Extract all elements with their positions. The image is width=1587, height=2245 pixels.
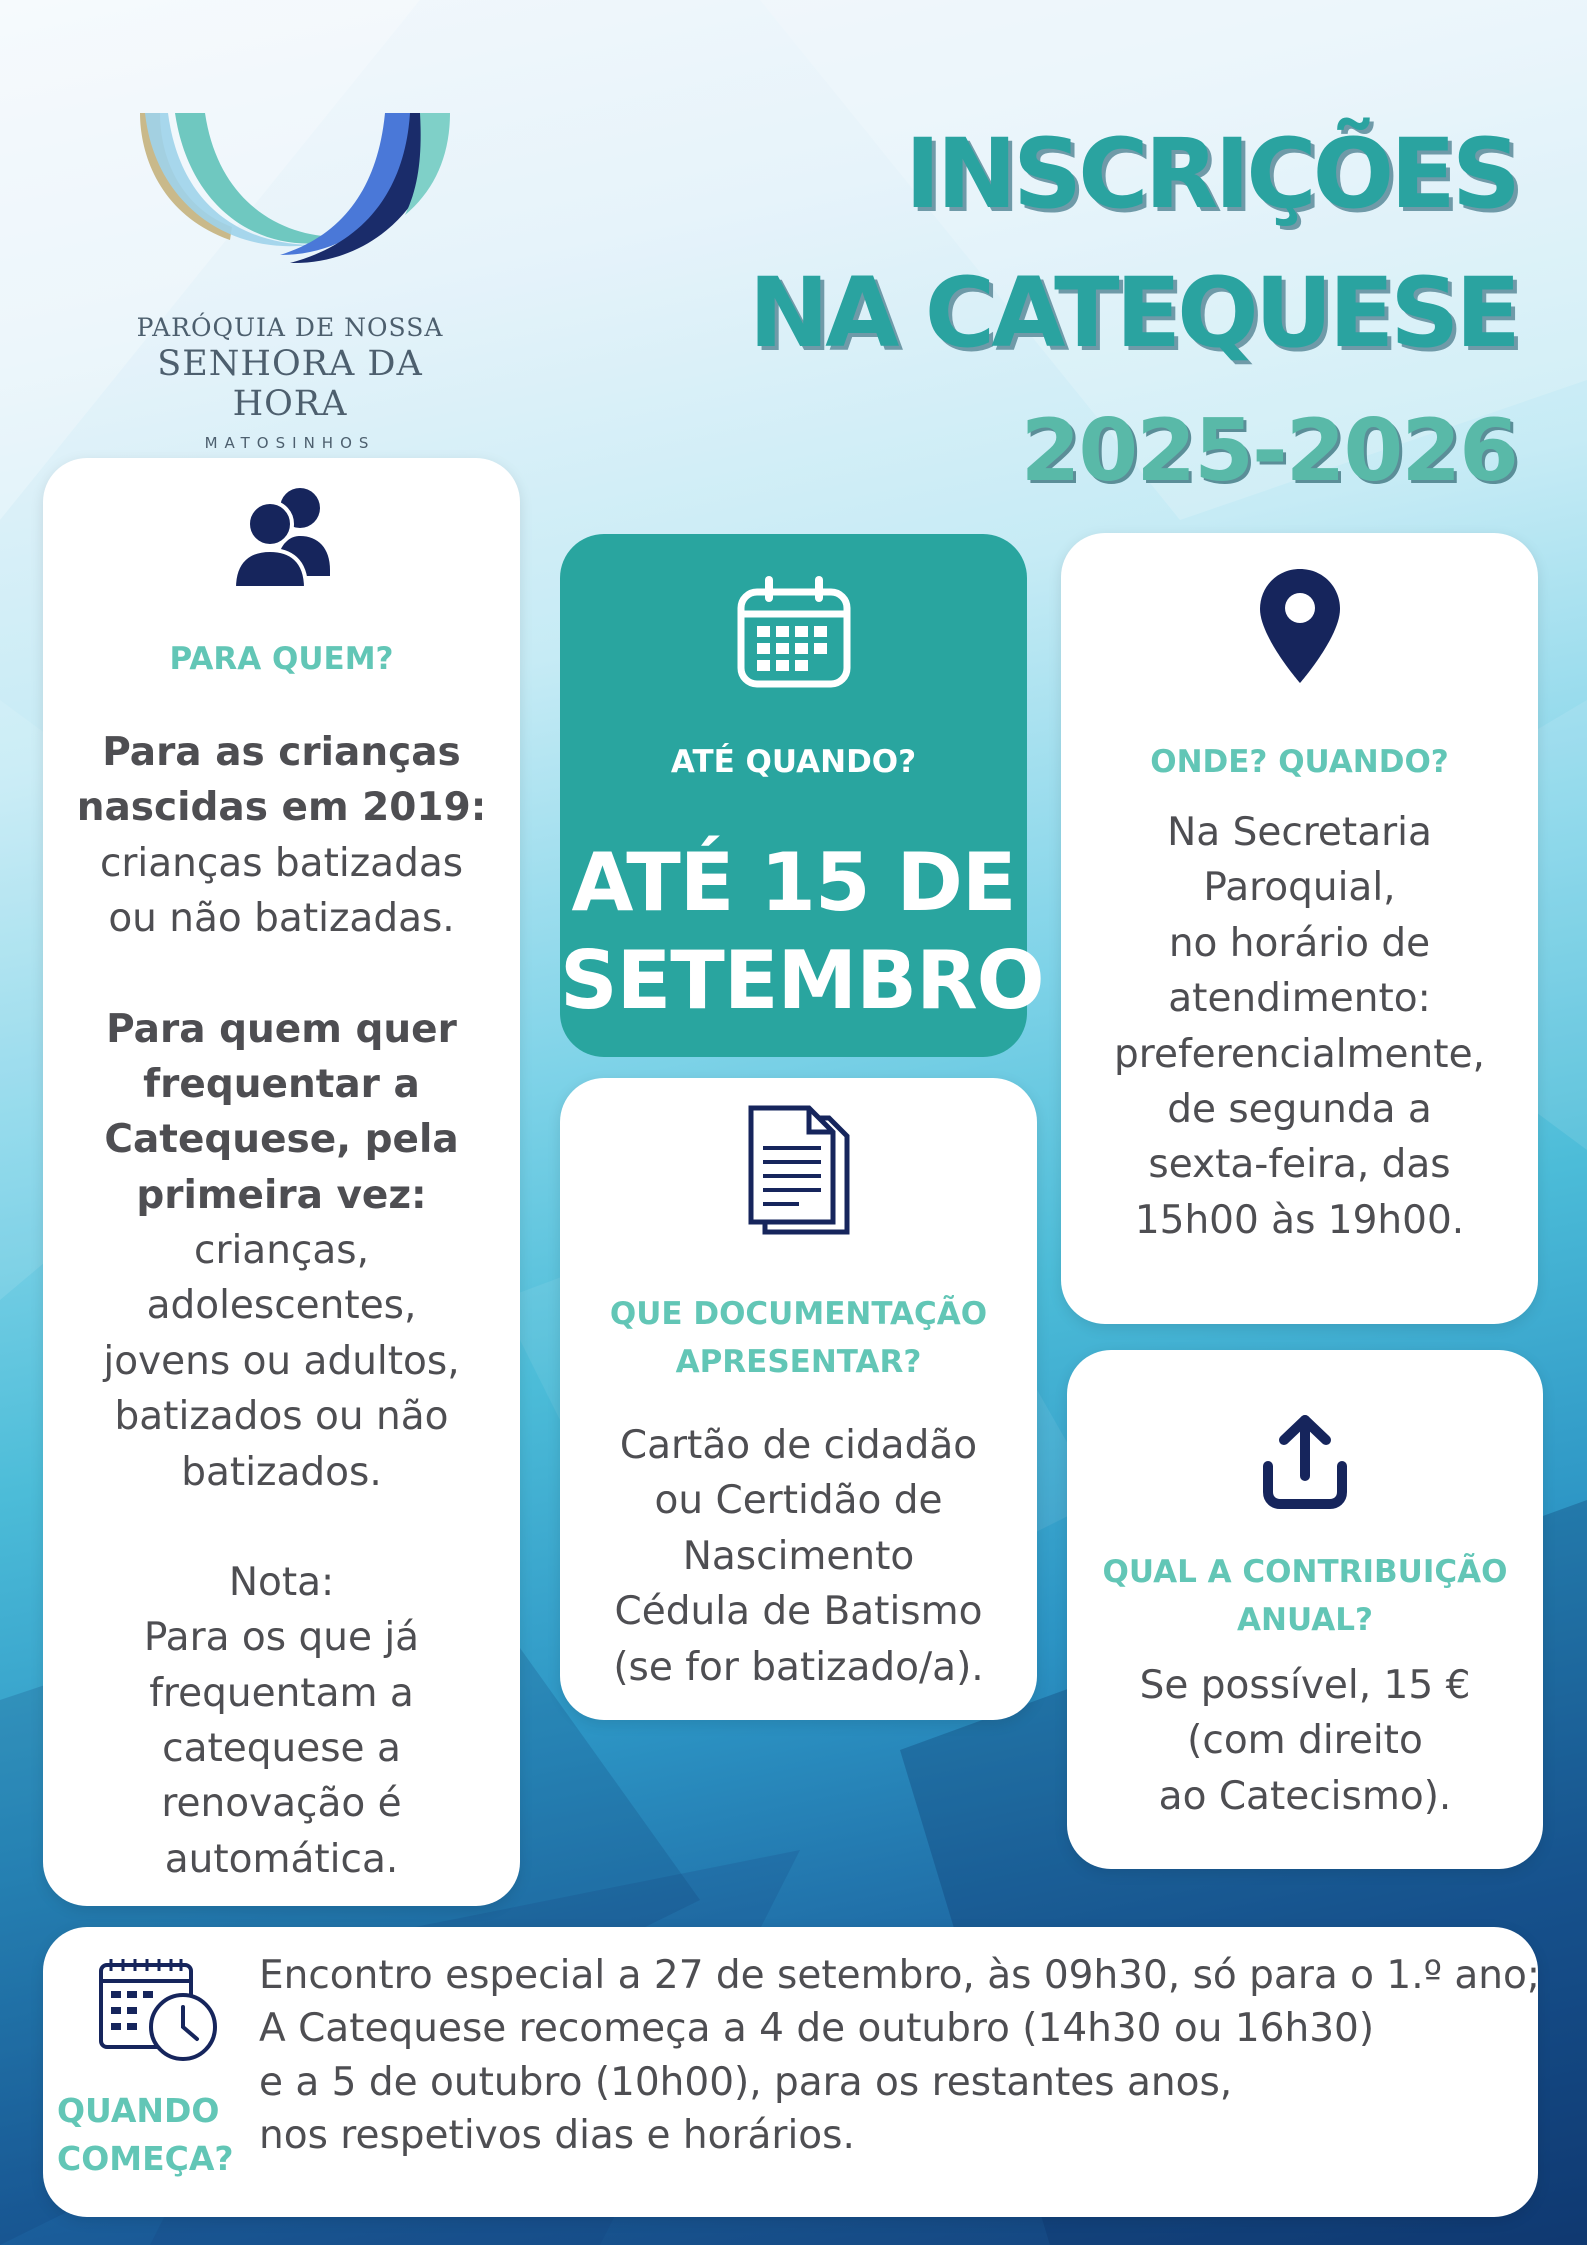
contribuicao-heading xyxy=(1067,1548,1543,1644)
note-line: automática. xyxy=(164,1836,399,1882)
doc-line: Cartão de cidadão xyxy=(619,1423,978,1468)
deadline-line2: SETEMBRO xyxy=(560,934,1044,1028)
group2-bold-line: Para quem quer xyxy=(106,1006,457,1052)
onde-line: Paroquial, xyxy=(1203,865,1396,911)
quando-comeca-heading-line: QUANDO xyxy=(57,2091,220,2130)
doc-line: Nascimento xyxy=(682,1533,915,1579)
onde-line: Na Secretaria xyxy=(1167,810,1432,855)
note-line: Para os que já xyxy=(143,1615,420,1661)
para-quem-note xyxy=(63,1555,500,1887)
note-line: frequentam a xyxy=(149,1670,414,1716)
calendar-clock-icon xyxy=(97,1957,221,2065)
note-line: catequese a xyxy=(162,1726,401,1771)
group2-text-line: jovens ou adultos, xyxy=(103,1338,460,1384)
group2-text-line: adolescentes, xyxy=(146,1283,417,1329)
deadline-line1: ATÉ 15 DE xyxy=(571,836,1016,929)
note-label: Nota: xyxy=(228,1559,335,1605)
note-line: renovação é xyxy=(161,1781,402,1827)
group2-bold-line: frequentar a xyxy=(143,1061,420,1107)
para-quem-group2 xyxy=(63,1002,500,1500)
parish-logo-arcs xyxy=(120,95,460,265)
title-line2: NA CATEQUESE xyxy=(748,257,1517,370)
doc-line: Cédula de Batismo xyxy=(614,1589,983,1635)
comeca-line: nos respetivos dias e horários. xyxy=(259,2113,855,2159)
upload-icon xyxy=(1262,1414,1348,1510)
group2-bold-line: primeira vez: xyxy=(136,1172,427,1218)
onde-quando-heading: ONDE? QUANDO? xyxy=(1150,744,1449,780)
card-documentacao xyxy=(560,1078,1037,1720)
doc-line: (se for batizado/a). xyxy=(613,1644,984,1690)
contr-line: Se possível, 15 € xyxy=(1139,1663,1471,1708)
documentacao-heading xyxy=(560,1290,1037,1386)
parish-logo xyxy=(100,95,480,452)
calendar-icon xyxy=(735,572,853,690)
group2-text-line: batizados. xyxy=(181,1449,382,1495)
documentacao-heading-line: QUE DOCUMENTAÇÃO xyxy=(609,1296,988,1332)
onde-line: de segunda a xyxy=(1167,1086,1432,1132)
group1-text-line: crianças batizadas xyxy=(99,840,464,886)
para-quem-group1 xyxy=(63,725,500,947)
quando-comeca-heading-line: COMEÇA? xyxy=(57,2138,234,2178)
group1-text-line: ou não batizadas. xyxy=(108,896,455,942)
card-ate-quando xyxy=(560,534,1044,1057)
comeca-line: A Catequese recomeça a 4 de outubro (14h30 ou 16h30) xyxy=(259,2006,1375,2052)
contribuicao-heading-line: QUAL A CONTRIBUIÇÃO xyxy=(1102,1554,1508,1590)
ate-quando-heading: ATÉ QUANDO? xyxy=(670,744,917,780)
comeca-line: e a 5 de outubro (10h00), para os restantes anos, xyxy=(259,2059,1233,2105)
documentacao-heading-line: APRESENTAR? xyxy=(675,1344,922,1381)
contr-line: (com direito xyxy=(1187,1718,1423,1764)
onde-line: atendimento: xyxy=(1168,976,1431,1022)
page-title xyxy=(749,105,1517,516)
map-pin-icon xyxy=(1258,567,1342,685)
contribuicao-heading-line: ANUAL? xyxy=(1237,1602,1373,1639)
group2-text-line: crianças, xyxy=(194,1228,369,1273)
para-quem-heading: PARA QUEM? xyxy=(169,641,394,677)
onde-quando-body xyxy=(1071,805,1528,1248)
title-line1: INSCRIÇÕES xyxy=(904,118,1517,230)
contribuicao-body xyxy=(1095,1658,1515,1824)
quando-comeca-body xyxy=(259,1949,1541,2163)
card-onde-quando xyxy=(1061,533,1538,1324)
onde-line: preferencialmente, xyxy=(1114,1031,1485,1077)
document-icon xyxy=(747,1104,851,1238)
onde-line: 15h00 às 19h00. xyxy=(1134,1197,1465,1243)
card-para-quem xyxy=(43,458,520,1906)
group1-bold-line: nascidas em 2019: xyxy=(76,785,487,831)
para-quem-body xyxy=(63,725,500,1887)
group2-text-line: batizados ou não xyxy=(114,1394,449,1440)
onde-line: no horário de xyxy=(1168,920,1431,966)
quando-comeca-heading xyxy=(57,2087,234,2183)
deadline-date xyxy=(560,834,1044,1031)
documentacao-body xyxy=(574,1418,1023,1695)
card-quando-comeca xyxy=(43,1927,1541,2217)
group1-bold-line: Para as crianças xyxy=(102,730,461,775)
title-year: 2025-2026 xyxy=(1020,401,1517,502)
onde-line: sexta-feira, das xyxy=(1148,1142,1451,1188)
group2-bold-line: Catequese, pela xyxy=(104,1117,459,1163)
users-icon xyxy=(232,480,332,590)
parish-name-line1: PARÓQUIA DE NOSSA xyxy=(136,313,444,342)
comeca-line: Encontro especial a 27 de setembro, às 09h30, só para o 1.º ano; xyxy=(259,1953,1541,1998)
parish-name-line2: SENHORA DA HORA xyxy=(157,344,423,424)
contr-line: ao Catecismo). xyxy=(1158,1773,1452,1819)
doc-line: ou Certidão de xyxy=(654,1478,943,1524)
card-contribuicao xyxy=(1067,1350,1543,1869)
parish-location: MATOSINHOS xyxy=(204,434,376,452)
